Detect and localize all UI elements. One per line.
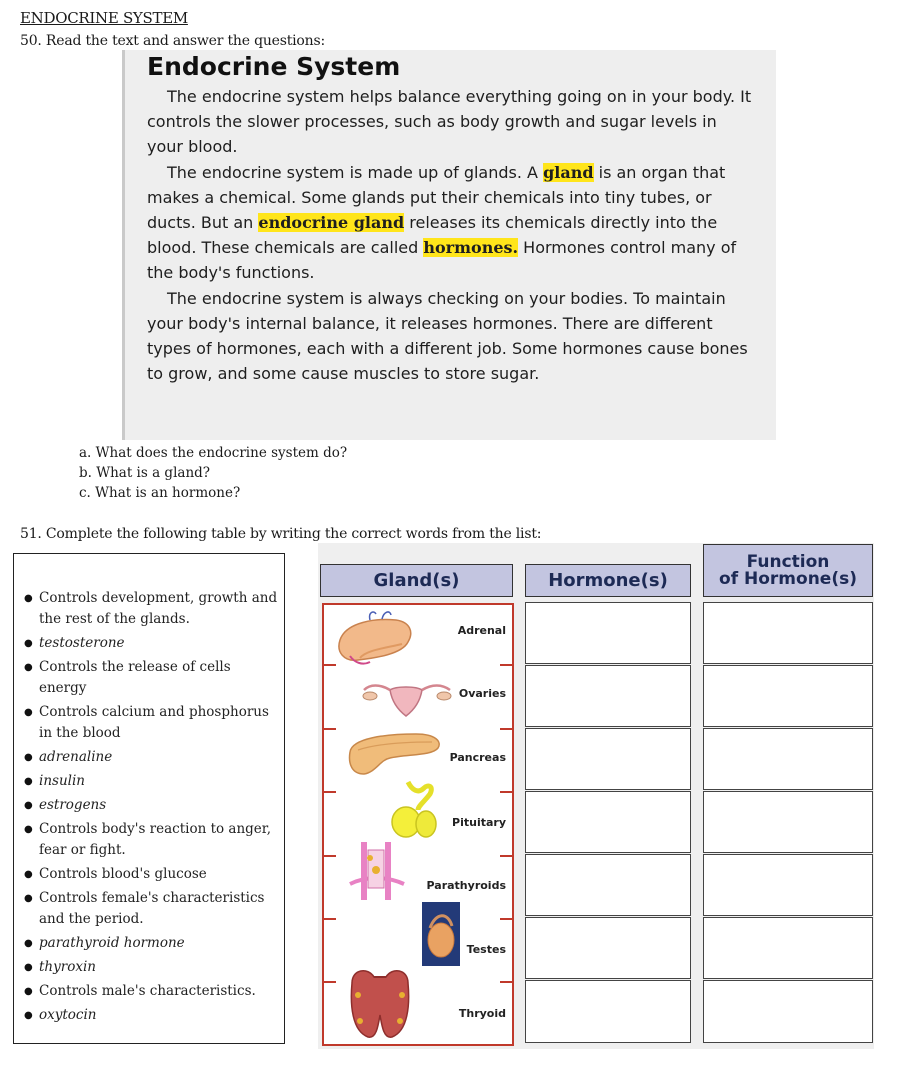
question-b: b. What is a gland?	[79, 465, 211, 481]
header-hormones: Hormone(s)	[525, 564, 691, 597]
highlight-endocrine-gland: endocrine gland	[258, 213, 405, 233]
word-list-item: ● Controls blood's glucose	[24, 864, 279, 885]
gland-label-pancreas: Pancreas	[449, 751, 506, 764]
passage-box	[122, 50, 776, 440]
header-function	[703, 544, 873, 597]
passage-body	[147, 84, 757, 386]
adrenal-gland-illustration	[336, 610, 416, 668]
passage-title: Endocrine System	[147, 52, 401, 81]
divider-tick	[500, 981, 514, 983]
function-cell[interactable]	[703, 980, 873, 1043]
worksheet-heading: ENDOCRINE SYSTEM	[20, 9, 188, 27]
parathyroids-illustration	[346, 840, 408, 908]
passage-paragraph-3: The endocrine system is always checking on your bodies. To maintain your body's internal balance, it releases hormones. There are different types of hormones, each with a different job. Some hormones cause bones to grow, and some cause muscles to store sugar.	[147, 288, 748, 384]
pituitary-illustration	[388, 780, 444, 840]
gland-label-testes: Testes	[466, 943, 506, 956]
word-list-item: ● estrogens	[24, 795, 279, 816]
function-cell[interactable]	[703, 602, 873, 664]
thyroid-illustration	[346, 965, 414, 1041]
passage-paragraph-1: The endocrine system helps balance everything going on in your body. It controls the slower processes, such as body growth and sugar levels in your blood.	[147, 87, 752, 157]
testes-illustration	[422, 902, 460, 966]
gland-label-parathyroids: Parathyroids	[426, 879, 506, 892]
word-list-item: ● Controls female's characteristics and the period.	[24, 888, 279, 930]
word-list-item: ● insulin	[24, 771, 279, 792]
divider-tick	[500, 728, 514, 730]
divider-tick	[500, 664, 514, 666]
word-list-item: ● Controls development, growth and the rest of the glands.	[24, 588, 279, 630]
question-51-prompt: 51. Complete the following table by writing the correct words from the list:	[20, 526, 542, 542]
header-function-line2: of Hormone(s)	[719, 568, 857, 589]
gland-label-ovaries: Ovaries	[458, 687, 506, 700]
hormone-cell[interactable]	[525, 854, 691, 916]
question-a: a. What does the endocrine system do?	[79, 445, 348, 461]
hormone-cell[interactable]	[525, 728, 691, 790]
function-cell[interactable]	[703, 917, 873, 979]
question-list	[79, 443, 347, 503]
gland-label-thyroid: Thryoid	[458, 1007, 506, 1020]
divider-tick	[500, 855, 514, 857]
divider-tick	[500, 918, 514, 920]
word-list-item: ● adrenaline	[24, 747, 279, 768]
word-list-item: ● parathyroid hormone	[24, 933, 279, 954]
divider-tick	[322, 918, 336, 920]
word-list-item: ● Controls male's characteristics.	[24, 981, 279, 1002]
word-list-item: ● Controls the release of cells energy	[24, 657, 279, 699]
pancreas-illustration	[346, 730, 444, 778]
function-cell[interactable]	[703, 791, 873, 853]
function-cell[interactable]	[703, 665, 873, 727]
gland-label-adrenal: Adrenal	[457, 624, 506, 637]
function-cell[interactable]	[703, 854, 873, 916]
p2-text-a: The endocrine system is made up of glands. A	[167, 162, 544, 182]
header-glands: Gland(s)	[320, 564, 513, 597]
p2-text-d: Hormones control many of the body's functions.	[147, 238, 737, 283]
function-cell[interactable]	[703, 728, 873, 790]
divider-tick	[322, 664, 336, 666]
divider-tick	[322, 855, 336, 857]
question-50-prompt: 50. Read the text and answer the questions:	[20, 33, 325, 49]
p2-text-c: releases its chemicals directly into the blood. These chemicals are called	[147, 213, 718, 258]
question-c: c. What is an hormone?	[79, 485, 241, 501]
word-list-box	[13, 553, 285, 1044]
hormone-cell[interactable]	[525, 791, 691, 853]
passage-paragraph-2	[147, 160, 757, 286]
word-list-item: ● Controls body's reaction to anger, fear or fight.	[24, 819, 279, 861]
hormone-cell[interactable]	[525, 665, 691, 727]
word-list-item: ● Controls calcium and phosphorus in the blood	[24, 702, 279, 744]
hormone-cell[interactable]	[525, 980, 691, 1043]
header-function-line1: Function	[746, 551, 830, 572]
divider-tick	[500, 791, 514, 793]
hormone-cell[interactable]	[525, 917, 691, 979]
highlight-gland: gland	[543, 162, 594, 182]
highlight-hormones: hormones.	[423, 238, 519, 258]
ovaries-illustration	[360, 676, 454, 720]
divider-tick	[322, 728, 336, 730]
word-list-item: ● oxytocin	[24, 1005, 279, 1026]
p2-text-b: is an organ that makes a chemical. Some glands put their chemicals into tiny tubes, or ducts. But an	[147, 162, 726, 233]
word-list-item: ● thyroxin	[24, 957, 279, 978]
divider-tick	[322, 791, 336, 793]
gland-label-pituitary: Pituitary	[452, 816, 506, 829]
divider-tick	[322, 981, 336, 983]
hormone-cell[interactable]	[525, 602, 691, 664]
word-list-item: ● testosterone	[24, 633, 279, 654]
